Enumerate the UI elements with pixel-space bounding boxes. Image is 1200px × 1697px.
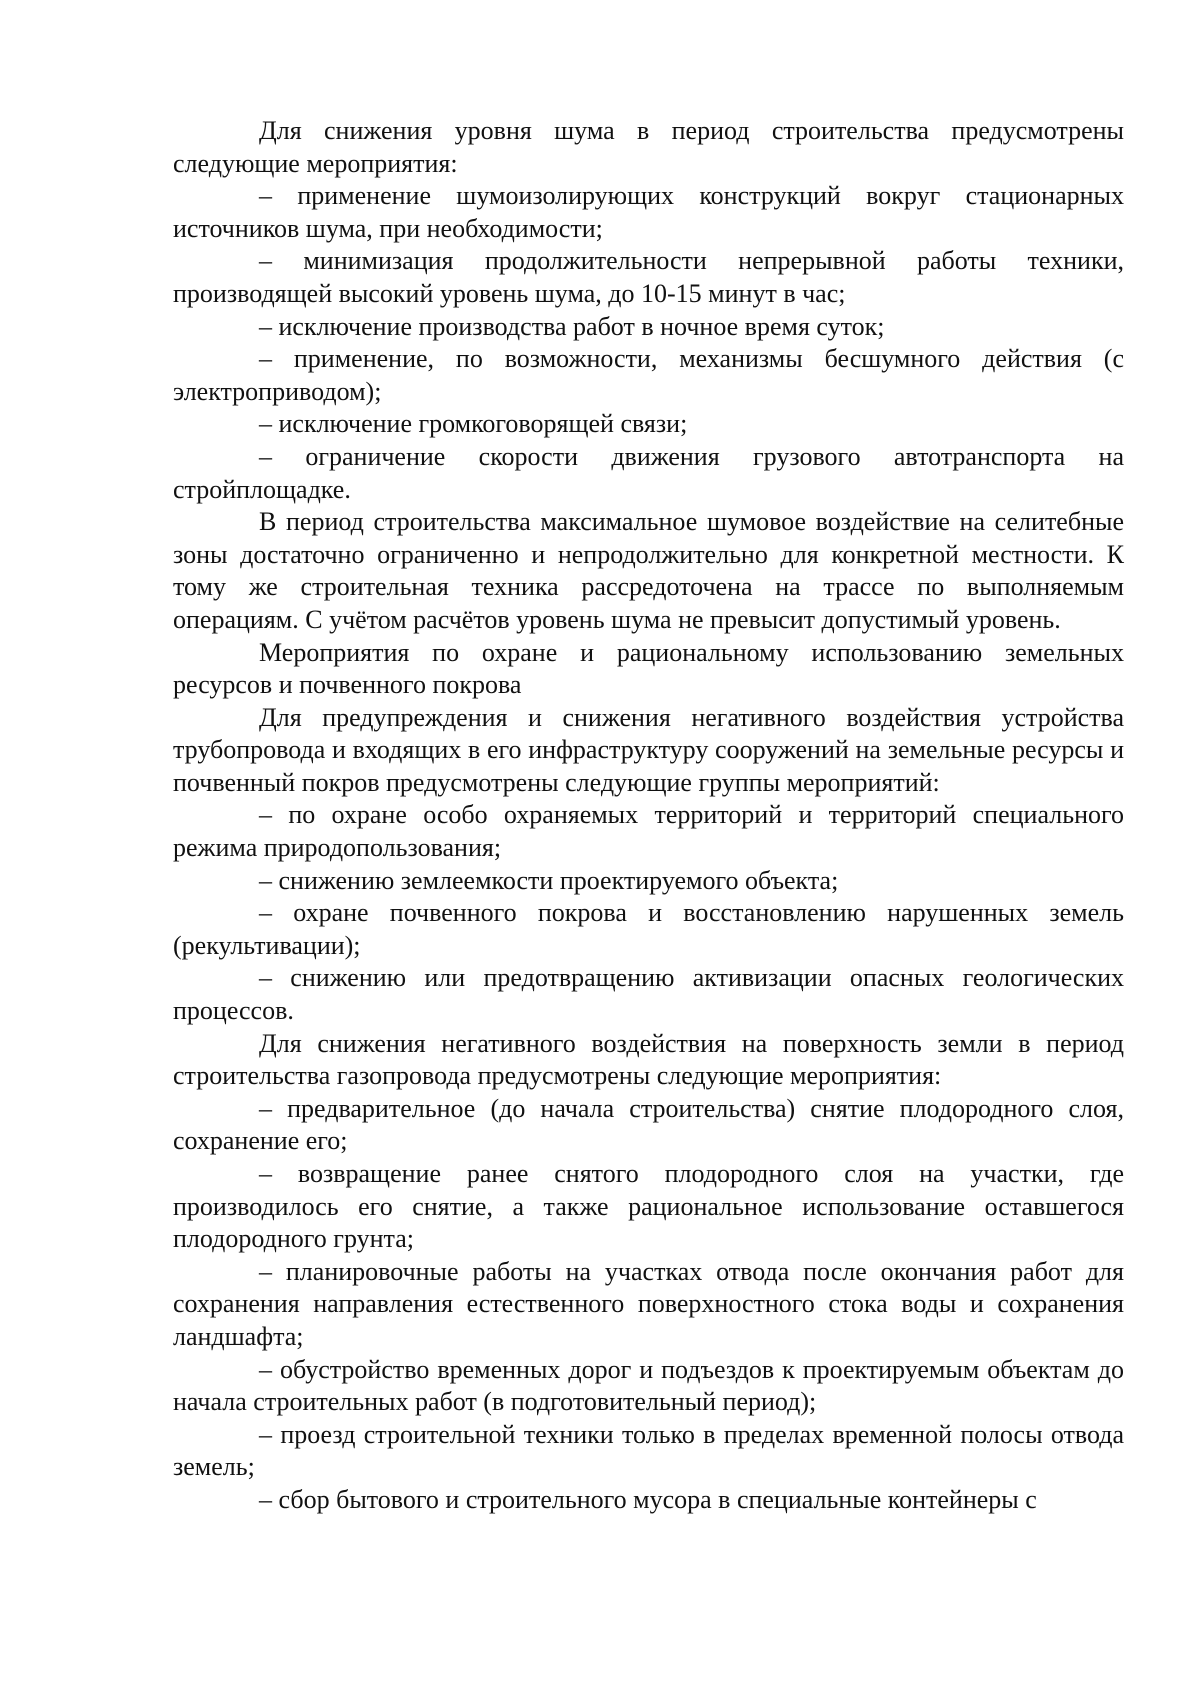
paragraph-surface-impact: Для снижения негативного воздействия на поверхность земли в период строительства газопровода предусмотрены следующие мероприятия: bbox=[173, 1028, 1124, 1091]
list-item-waste-collection: – сбор бытового и строительного мусора в специальные контейнеры с bbox=[259, 1484, 1037, 1514]
list-item-topsoil-removal: – предварительное (до начала строительства) снятие плодородного слоя, сохранение его; bbox=[173, 1093, 1124, 1156]
list-item-night-work: – исключение производства работ в ночное время суток; bbox=[259, 311, 885, 341]
paragraph-noise-impact: В период строительства максимальное шумовое воздействие на селитебные зоны достаточно ограниченно и непродолжительно для конкретной местности. К тому же строительная техника рассредоточена на трассе по выполняемым операциям. С учётом расчётов уровень шума не превысит допустимый уровень. bbox=[173, 507, 1124, 634]
list-item-temporary-roads: – обустройство временных дорог и подъездов к проектируемым объектам до начала строительных работ (в подготовительный период); bbox=[173, 1354, 1124, 1417]
list-item-silent-machinery: – применение, по возможности, механизмы бесшумного действия (с электроприводом); bbox=[173, 344, 1124, 406]
list-item-soil-protection: – охране почвенного покрова и восстановлению нарушенных земель (рекультивации); bbox=[173, 898, 1124, 960]
list-item-loudspeakers: – исключение громкоговорящей связи; bbox=[259, 409, 688, 439]
list-item-protected-areas: – по охране особо охраняемых территорий и территорий специального режима природопользования; bbox=[173, 800, 1124, 863]
list-item-geological-processes: – снижению или предотвращению активизации опасных геологических процессов. bbox=[173, 963, 1124, 1026]
paragraph-noise-intro: Для снижения уровня шума в период строительства предусмотрены следующие мероприятия: bbox=[173, 116, 1124, 178]
list-item-work-duration: – минимизация продолжительности непрерывной работы техники, производящей высокий уровень шума, до 10-15 минут в час; bbox=[173, 246, 1124, 308]
list-item-land-intensity: – снижению землеемкости проектируемого объекта; bbox=[259, 865, 839, 895]
list-item-vehicle-passage: – проезд строительной техники только в пределах временной полосы отвода земель; bbox=[173, 1419, 1124, 1482]
list-item-noise-insulation: – применение шумоизолирующих конструкций вокруг стационарных источников шума, при необходимости; bbox=[173, 181, 1124, 243]
list-item-grading: – планировочные работы на участках отвода после окончания работ для сохранения направления естественного поверхностного стока воды и сохранения ландшафта; bbox=[173, 1256, 1124, 1351]
section-heading-land-resources: Мероприятия по охране и рациональному использованию земельных ресурсов и почвенного покрова bbox=[173, 637, 1124, 700]
list-item-speed-limit: – ограничение скорости движения грузового автотранспорта на стройплощадке. bbox=[173, 441, 1124, 504]
paragraph-land-intro: Для предупреждения и снижения негативного воздействия устройства трубопровода и входящих в его инфраструктуру сооружений на земельные ресурсы и почвенный покров предусмотрены следующие группы мероприятий: bbox=[173, 702, 1124, 797]
document-body bbox=[173, 115, 1124, 1517]
list-item-topsoil-return: – возвращение ранее снятого плодородного слоя на участки, где производилось его снятие, а также рациональное использование оставшегося плодородного грунта; bbox=[173, 1159, 1124, 1254]
